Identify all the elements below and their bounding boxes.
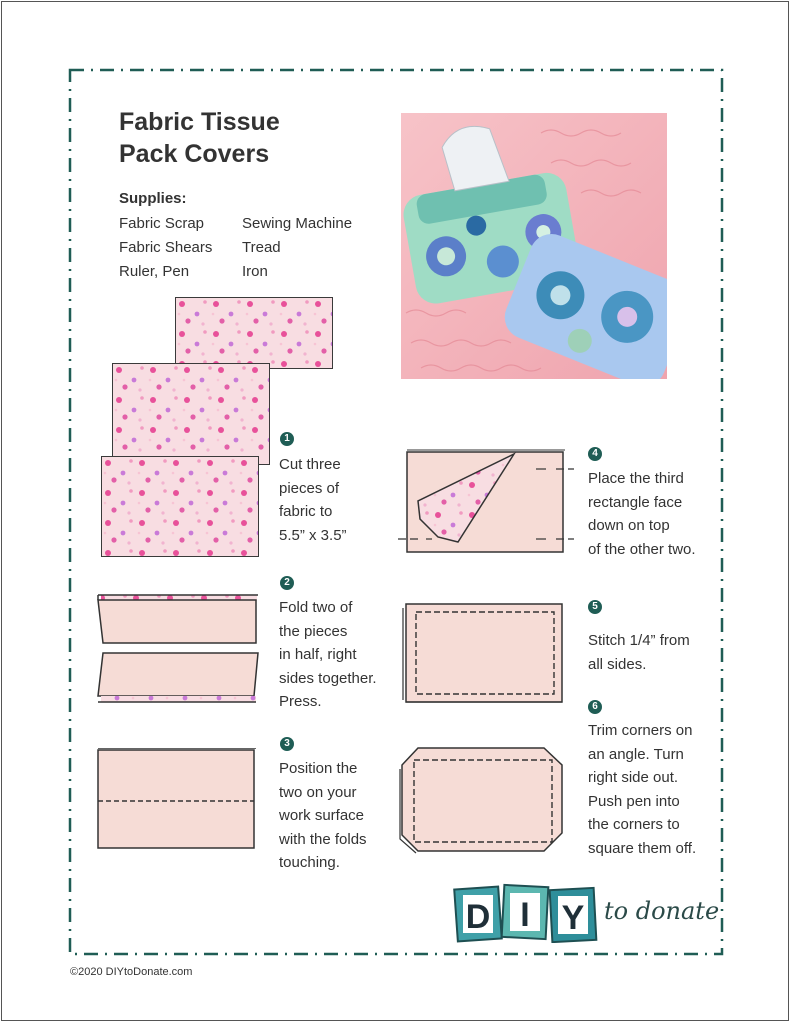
supply-item: Ruler, Pen	[119, 263, 190, 280]
fabric-swatch-front	[101, 456, 259, 557]
step-3-folds-touching-diagram	[96, 748, 258, 852]
supply-item: Sewing Machine	[242, 215, 353, 232]
step-1-text: Cut three pieces of fabric to 5.5” x 3.5”	[279, 456, 347, 544]
step-5-stitch-diagram	[402, 600, 568, 706]
step-3-number: 3	[280, 737, 294, 751]
logo-letter-d: D	[465, 898, 491, 936]
supply-item: Fabric Scrap	[119, 215, 205, 232]
step-2-folded-pieces-diagram	[96, 592, 264, 708]
fabric-swatch-middle	[112, 363, 270, 465]
logo-tagline: to donate	[604, 897, 720, 925]
step-6-text: Trim corners on an angle. Turn right side out. Push pen into the corners to square them off.	[588, 722, 697, 857]
logo-letter-i: I	[520, 896, 530, 934]
step-4-text: Place the third rectangle face down on top of the other two.	[588, 470, 696, 558]
step-6-number: 6	[588, 700, 602, 714]
title-line-2: Pack Covers	[119, 140, 270, 168]
fabric-swatch-back	[175, 297, 333, 369]
logo-letter-y: Y	[561, 899, 585, 937]
tissue-cover-photo	[401, 113, 667, 379]
step-4-face-down-diagram	[398, 449, 580, 555]
step-3-text: Position the two on your work surface with the folds touching.	[279, 760, 367, 871]
step-5-text: Stitch 1/4” from all sides.	[588, 632, 690, 673]
step-2-text: Fold two of the pieces in half, right sides together. Press.	[279, 599, 377, 710]
supplies-heading: Supplies:	[119, 190, 187, 207]
step-4-number: 4	[588, 447, 602, 461]
step-6-trim-corners-diagram	[398, 745, 568, 857]
copyright-footer: ©2020 DIYtoDonate.com	[70, 966, 193, 978]
step-5-number: 5	[588, 600, 602, 614]
title-line-1: Fabric Tissue	[119, 108, 280, 136]
page-title	[119, 106, 280, 170]
supply-item: Iron	[242, 263, 268, 280]
supply-item: Tread	[242, 239, 281, 256]
step-1-number: 1	[280, 432, 294, 446]
step-2-number: 2	[280, 576, 294, 590]
supply-item: Fabric Shears	[119, 239, 213, 256]
